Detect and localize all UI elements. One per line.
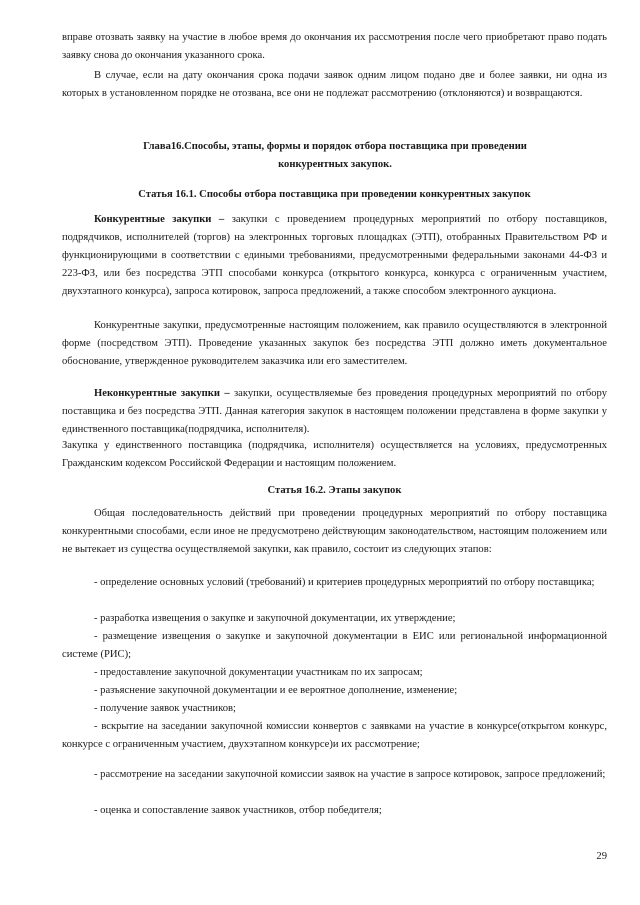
page-number: 29	[596, 851, 607, 862]
list-item: - оценка и сопоставление заявок участников, отбор победителя;	[94, 805, 382, 816]
paragraph-multiple-bids: В случае, если на дату окончания срока подачи заявок одним лицом подано две и более заявки, ни одна из которых в установленном порядке не отозвана, все они не подлежат рассмотрению (отклоняются) и возвращаются.	[62, 70, 607, 99]
list-item: - рассмотрение на заседании закупочной комиссии заявок на участие в запросе котировок, запросе предложений;	[94, 769, 606, 780]
list-item: - предоставление закупочной документации участникам по их запросам;	[94, 667, 423, 678]
paragraph-competitive-text: закупки с проведением процедурных мероприятий по отбору поставщиков, подрядчиков, исполнителей (торгов) на электронных торговых площадках (ЭТП), отобранных Правительством РФ и функционирующими в соответствии с едиными требованиями, предусмотренными федеральными законами 44-ФЗ и 223-ФЗ, или без посредства ЭТП способами конкурса (открытого конкурса, конкурса с ограниченным участием, двухэтапного конкурса), запроса котировок, запроса предложений, а также способом электронного аукциона.	[62, 214, 607, 297]
paragraph-electronic-form: Конкурентные закупки, предусмотренные настоящим положением, как правило осуществляются в электронной форме (посредством ЭТП). Проведение указанных закупок без посредства ЭТП должно иметь документальное обоснование, утвержденное руководителем заказчика или его заместителем.	[62, 320, 607, 367]
article-16-1-title: Статья 16.1. Способы отбора поставщика при проведении конкурентных закупок	[138, 189, 531, 200]
list-item: - размещение извещения о закупке и закупочной документации в ЕИС или региональной информационной системе (РИС);	[62, 631, 607, 660]
list-item: - вскрытие на заседании закупочной комиссии конвертов с заявками на участие в конкурсе(открытом конкурс, конкурсе с ограниченным участием, двухэтапном конкурсе)и их рассмотрение;	[62, 721, 607, 750]
term-competitive: Конкурентные закупки –	[94, 214, 225, 225]
list-item: - разъяснение закупочной документации и ее вероятное дополнение, изменение;	[94, 685, 458, 696]
paragraph-noncompetitive-text: закупки, осуществляемые без проведения процедурных мероприятий по отбору поставщика и без посредства ЭТП. Данная категория закупок в настоящем положении представлена в форме закупки у единственного поставщика(подрядчика, исполнителя).	[62, 388, 607, 435]
chapter-title: Глава16.Способы, этапы, формы и порядок отбора поставщика при проведении конкурентных закупок.	[143, 141, 527, 170]
list-item: - получение заявок участников;	[94, 703, 236, 714]
paragraph-noncompetitive-definition	[62, 385, 607, 439]
paragraph-competitive-definition	[62, 211, 607, 301]
list-item: - определение основных условий (требований) и критериев процедурных мероприятий по отбору поставщика;	[94, 577, 595, 588]
paragraph-single-supplier: Закупка у единственного поставщика (подрядчика, исполнителя) осуществляется на условиях, предусмотренных Гражданским кодексом Российской Федерации и настоящим положением.	[62, 440, 607, 469]
list-item: - разработка извещения о закупке и закупочной документации, их утверждение;	[94, 613, 456, 624]
paragraph-general-sequence: Общая последовательность действий при проведении процедурных мероприятий по отбору поставщика конкурентными способами, если иное не предусмотрено действующим законодательством, настоящим положением или не вытекает из существа осуществляемой закупки, как правило, состоит из следующих этапов:	[62, 508, 607, 555]
article-16-2-title: Статья 16.2. Этапы закупок	[267, 485, 402, 496]
paragraph-withdraw: вправе отозвать заявку на участие в любое время до окончания их рассмотрения после чего приобретают право подать заявку снова до окончания указанного срока.	[62, 32, 607, 61]
term-noncompetitive: Неконкурентные закупки –	[94, 388, 230, 399]
